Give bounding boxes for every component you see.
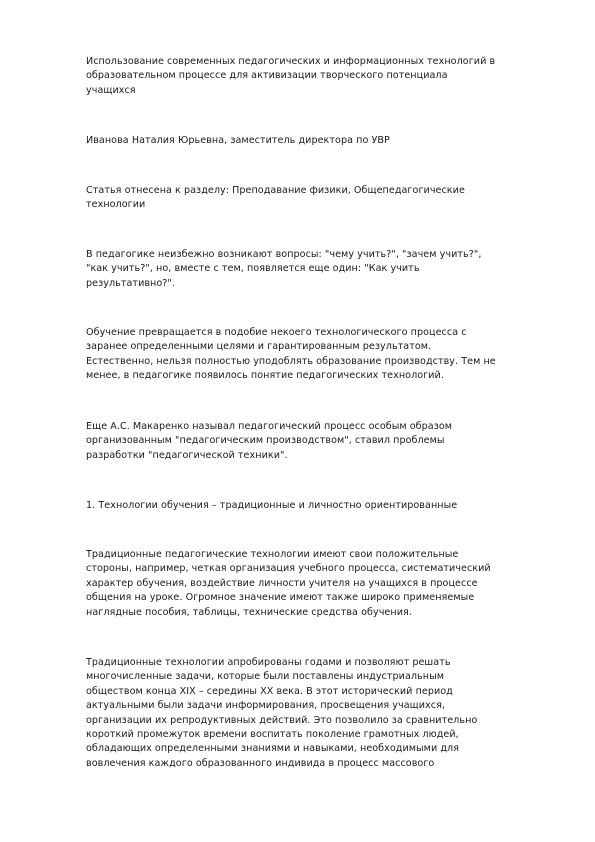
paragraph-2 [86, 326, 526, 384]
paragraph-line: менее, в педагогике появилось понятие педагогических технологий. [86, 370, 444, 382]
paragraph-line: Естественно, нельзя полностью уподоблять образование производству. Тем не [86, 355, 496, 367]
paragraph-line: Традиционные технологии апробированы годами и позволяют решать [86, 657, 451, 668]
paragraph-1 [86, 248, 526, 291]
section-line: Статья отнесена к разделу: Преподавание физики, Общепедагогические [86, 185, 465, 196]
paragraph-line: общения на уроке. Огромное значение имеют также широко применяемые [86, 592, 475, 604]
paragraph-line: характер обучения, воздействие личности учителя на учащихся в процессе [86, 577, 478, 589]
paragraph-line: наглядные пособия, таблицы, технические средства обучения. [86, 606, 412, 618]
paragraph-line: "как учить?", но, вместе с тем, появляется еще один: "Как учить [86, 263, 420, 275]
paragraph-line: вовлечения каждого образованного индивида в процесс массового [86, 757, 435, 769]
title-line: Использование современных педагогических и информационных технологий в [86, 56, 496, 67]
paragraph-3 [86, 420, 526, 463]
author-text: Иванова Наталия Юрьевна, заместитель директора по УВР [86, 135, 390, 146]
paragraph-line: В педагогике неизбежно возникают вопросы: "чему учить?", "зачем учить?", [86, 249, 482, 260]
paragraph-line: разработки "педагогической техники". [86, 449, 288, 461]
paragraph-line: обладающих определенными знаниями и навыками, необходимыми для [86, 743, 460, 755]
paragraph-line: стороны, например, четкая организация учебного процесса, систематический [86, 563, 491, 575]
heading-text: 1. Технологии обучения – традиционные и личностно ориентированные [86, 500, 458, 511]
paragraph-line: многочисленные задачи, которые были поставлены индустриальным [86, 671, 444, 683]
section-info [86, 184, 526, 213]
paragraph-line: актуальными были задачи информирования, просвещения учащихся, [86, 700, 445, 712]
paragraph-line: короткий промежуток времени воспитать поколение грамотных людей, [86, 729, 459, 741]
paragraph-4 [86, 548, 526, 620]
section-line: технологии [86, 199, 146, 211]
paragraph-line: Еще А.С. Макаренко называл педагогический процесс особым образом [86, 421, 453, 432]
author-line [86, 134, 526, 148]
paragraph-line: Традиционные педагогические технологии имеют свои положительные [86, 549, 459, 560]
paragraph-5 [86, 656, 526, 771]
title-line: учащихся [86, 84, 136, 96]
paragraph-line: организованным "педагогическим производством", ставил проблемы [86, 435, 445, 447]
paragraph-line: организации их репродуктивных действий. Это позволило за сравнительно [86, 714, 478, 726]
paragraph-line: Обучение превращается в подобие некоего технологического процесса с [86, 327, 467, 338]
document-title [86, 55, 526, 98]
section-heading [86, 499, 526, 513]
title-line: образовательном процессе для активизации творческого потенциала [86, 70, 448, 82]
paragraph-line: заранее определенными целями и гарантированным результатом. [86, 341, 432, 353]
paragraph-line: результативно?". [86, 277, 175, 289]
paragraph-line: обществом конца XIX – середины XX века. В этот исторический период [86, 685, 453, 697]
